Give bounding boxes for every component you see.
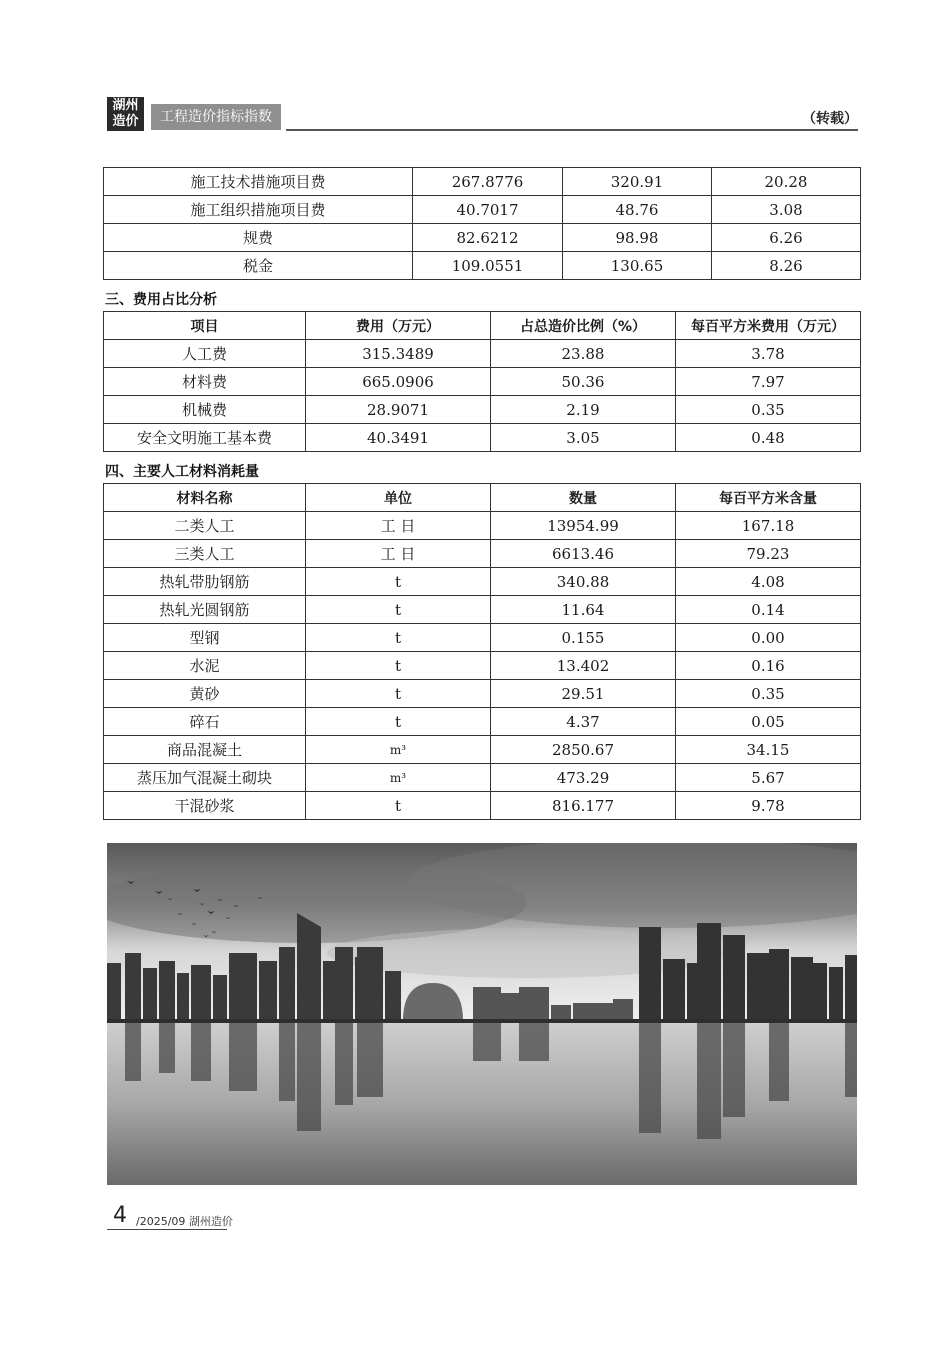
column-header: 单位 xyxy=(306,484,491,512)
table-cell: 0.48 xyxy=(676,424,861,452)
table-cell: 48.76 xyxy=(563,196,712,224)
table-cell: 施工技术措施项目费 xyxy=(104,168,413,196)
table-cell: 热轧带肋钢筋 xyxy=(104,568,306,596)
city-skyline-photo xyxy=(107,843,857,1185)
table-row xyxy=(104,340,861,368)
table-cell: 3.78 xyxy=(676,340,861,368)
table-cell: 人工费 xyxy=(104,340,306,368)
table-cell: 130.65 xyxy=(563,252,712,280)
table-cell: 碎石 xyxy=(104,708,306,736)
table-cell: 干混砂浆 xyxy=(104,792,306,820)
logo-line-1: 湖州 xyxy=(112,98,139,113)
table-row xyxy=(104,168,861,196)
table-cell: 税金 xyxy=(104,252,413,280)
table-cell: 473.29 xyxy=(491,764,676,792)
table-cell: t xyxy=(306,792,491,820)
table-cell: t xyxy=(306,568,491,596)
issue-info: /2025/09 湖州造价 xyxy=(136,1215,233,1228)
material-consumption-table xyxy=(103,483,861,820)
column-header: 费用（万元） xyxy=(306,312,491,340)
table-cell: 热轧光圆钢筋 xyxy=(104,596,306,624)
table-cell: t xyxy=(306,680,491,708)
table-cell: 816.177 xyxy=(491,792,676,820)
column-header: 每百平方米含量 xyxy=(676,484,861,512)
table-cell: 8.26 xyxy=(712,252,861,280)
column-header: 项目 xyxy=(104,312,306,340)
table-row xyxy=(104,252,861,280)
table-cell: 50.36 xyxy=(491,368,676,396)
table-row xyxy=(104,624,861,652)
column-header: 数量 xyxy=(491,484,676,512)
table-cell: 2.19 xyxy=(491,396,676,424)
table-header-row xyxy=(104,484,861,512)
table-cell: 109.0551 xyxy=(413,252,563,280)
table-cell: 0.16 xyxy=(676,652,861,680)
table-cell: 2850.67 xyxy=(491,736,676,764)
table-cell: 340.88 xyxy=(491,568,676,596)
table-cell: 型钢 xyxy=(104,624,306,652)
table-cell: 规费 xyxy=(104,224,413,252)
table-cell: 水泥 xyxy=(104,652,306,680)
table-cell: 6.26 xyxy=(712,224,861,252)
column-header: 每百平方米费用（万元） xyxy=(676,312,861,340)
table-row xyxy=(104,512,861,540)
table-cell: m³ xyxy=(306,736,491,764)
table-cell: 6613.46 xyxy=(491,540,676,568)
table-cell: 79.23 xyxy=(676,540,861,568)
table-cell: t xyxy=(306,596,491,624)
table-cell: 29.51 xyxy=(491,680,676,708)
table-cell: 98.98 xyxy=(563,224,712,252)
footer-divider xyxy=(107,1229,227,1230)
magazine-logo xyxy=(107,97,144,131)
table-row xyxy=(104,652,861,680)
section-tag: 工程造价指标指数 xyxy=(151,104,281,130)
table-cell: 28.9071 xyxy=(306,396,491,424)
table-cell: 0.00 xyxy=(676,624,861,652)
table-cell: 0.35 xyxy=(676,680,861,708)
table-cell: 82.6212 xyxy=(413,224,563,252)
table-row xyxy=(104,568,861,596)
table-cell: 0.05 xyxy=(676,708,861,736)
table-row xyxy=(104,424,861,452)
table-cell: 315.3489 xyxy=(306,340,491,368)
table-header-row xyxy=(104,312,861,340)
table-cell: 5.67 xyxy=(676,764,861,792)
table-cell: m³ xyxy=(306,764,491,792)
table-row xyxy=(104,224,861,252)
reprint-label: （转载） xyxy=(802,111,858,127)
table-cell: 267.8776 xyxy=(413,168,563,196)
logo-line-2: 造价 xyxy=(112,114,139,129)
table-cell: 13.402 xyxy=(491,652,676,680)
table-cell: 三类人工 xyxy=(104,540,306,568)
table-cell: 0.155 xyxy=(491,624,676,652)
section-4-title: 四、主要人工材料消耗量 xyxy=(105,464,259,480)
table-cell: 施工组织措施项目费 xyxy=(104,196,413,224)
table-row xyxy=(104,368,861,396)
table-row xyxy=(104,764,861,792)
table-cell: t xyxy=(306,652,491,680)
table-cell: 黄砂 xyxy=(104,680,306,708)
table-row xyxy=(104,596,861,624)
table-cell: 9.78 xyxy=(676,792,861,820)
table-cell: t xyxy=(306,624,491,652)
table-cell: 材料费 xyxy=(104,368,306,396)
table-cell: 4.37 xyxy=(491,708,676,736)
table-cell: 4.08 xyxy=(676,568,861,596)
table-cell: 二类人工 xyxy=(104,512,306,540)
table-cell: 11.64 xyxy=(491,596,676,624)
table-row xyxy=(104,708,861,736)
table-cell: 20.28 xyxy=(712,168,861,196)
table-cell: t xyxy=(306,708,491,736)
table-cell: 23.88 xyxy=(491,340,676,368)
table-row xyxy=(104,396,861,424)
table-row xyxy=(104,196,861,224)
table-cell: 机械费 xyxy=(104,396,306,424)
table-cell: 34.15 xyxy=(676,736,861,764)
table-cell: 40.7017 xyxy=(413,196,563,224)
table-cell: 0.14 xyxy=(676,596,861,624)
table-cell: 3.08 xyxy=(712,196,861,224)
table-cell: 13954.99 xyxy=(491,512,676,540)
table-row xyxy=(104,540,861,568)
table-cell: 3.05 xyxy=(491,424,676,452)
table-row xyxy=(104,680,861,708)
table-cell: 0.35 xyxy=(676,396,861,424)
table-row xyxy=(104,736,861,764)
table-cell: 工 日 xyxy=(306,512,491,540)
table-cell: 320.91 xyxy=(563,168,712,196)
table-cell: 40.3491 xyxy=(306,424,491,452)
table-cell: 665.0906 xyxy=(306,368,491,396)
column-header: 占总造价比例（%） xyxy=(491,312,676,340)
table-row xyxy=(104,792,861,820)
table-cell: 工 日 xyxy=(306,540,491,568)
header-divider xyxy=(286,129,858,131)
cost-table-continued xyxy=(103,167,861,280)
table-cell: 蒸压加气混凝土砌块 xyxy=(104,764,306,792)
table-cell: 167.18 xyxy=(676,512,861,540)
table-cell: 7.97 xyxy=(676,368,861,396)
section-3-title: 三、费用占比分析 xyxy=(105,292,217,308)
cost-ratio-table xyxy=(103,311,861,452)
table-cell: 安全文明施工基本费 xyxy=(104,424,306,452)
table-cell: 商品混凝土 xyxy=(104,736,306,764)
page-number: 4 xyxy=(113,1203,127,1228)
column-header: 材料名称 xyxy=(104,484,306,512)
